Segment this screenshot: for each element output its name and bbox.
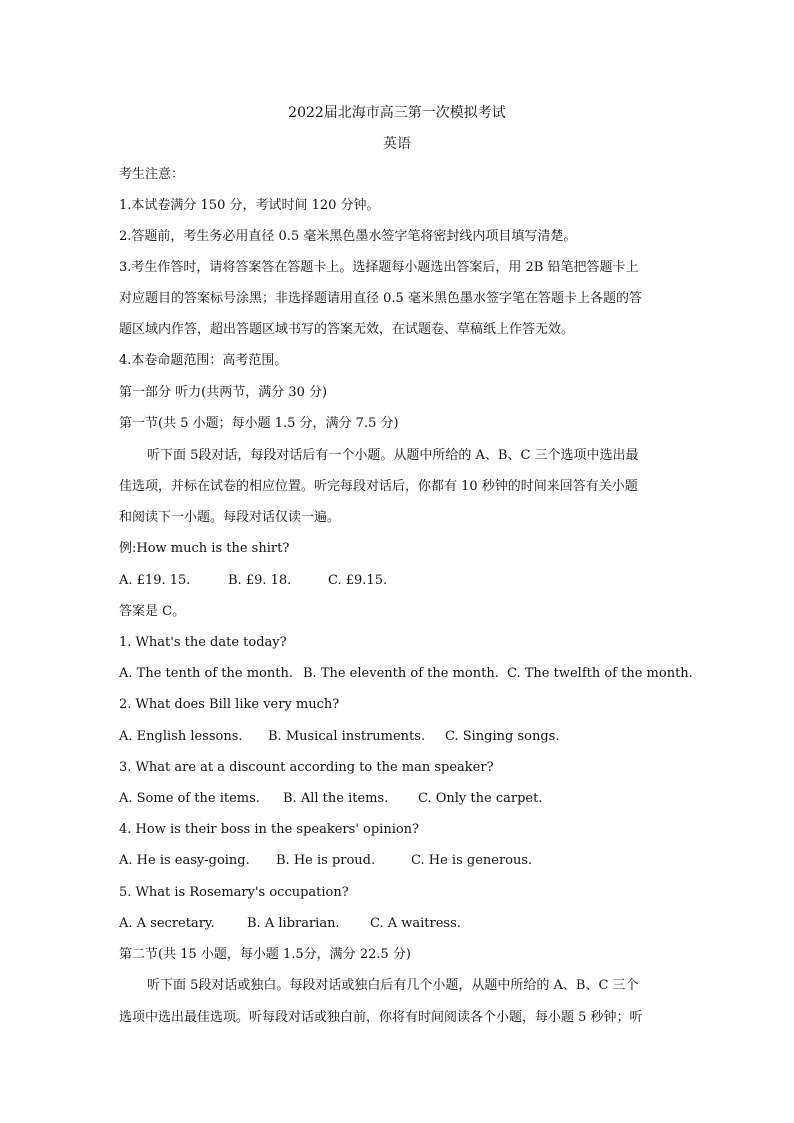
option-c: C. A waitress. <box>370 916 461 931</box>
subject-title: 英语 <box>383 136 411 152</box>
section2-heading: 第二节(共 15 小题，每小题 1.5分，满分 22.5 分) <box>119 947 411 962</box>
section1-instructions-line: 佳选项，并标在试卷的相应位置。听完每段对话后，你都有 10 秒钟的时间来回答有关小题 <box>119 479 638 494</box>
question-3: 3. What are at a discount according to the man speaker? <box>119 760 494 775</box>
option-b: B. Musical instruments. <box>268 729 426 744</box>
option-a: A. He is easy-going. <box>119 853 250 868</box>
question-3-options <box>119 790 679 808</box>
exam-title: 2022届北海市高三第一次模拟考试 <box>288 105 506 121</box>
notice-item: 1.本试卷满分 150 分，考试时间 120 分钟。 <box>119 198 380 213</box>
example-option-c: C. £9.15. <box>328 573 388 588</box>
option-b: B. A librarian. <box>247 916 340 931</box>
option-a: A. English lessons. <box>119 729 243 744</box>
option-c: C. Singing songs. <box>445 729 560 744</box>
option-b: B. The eleventh of the month. <box>303 666 499 681</box>
question-2-options <box>119 728 679 746</box>
section1-instructions-line: 听下面 5段对话，每段对话后有一个小题。从题中所给的 A、B、C 三个选项中选出最 <box>147 448 639 463</box>
notice-heading: 考生注意： <box>119 167 185 182</box>
question-4-options <box>119 852 679 870</box>
example-option-b: B. £9. 18. <box>228 573 292 588</box>
option-c: C. Only the carpet. <box>418 791 543 806</box>
option-a: A. Some of the items. <box>119 791 260 806</box>
notice-item: 3.考生作答时，请将答案答在答题卡上。选择题每小题选出答案后，用 2B 铅笔把答题卡上 <box>119 260 639 275</box>
section1-instructions-line: 和阅读下一小题。每段对话仅读一遍。 <box>119 510 341 525</box>
notice-item: 对应题目的答案标号涂黑；非选择题请用直径 0.5 毫米黑色墨水签字笔在答题卡上各题的答 <box>119 291 642 306</box>
example-answer: 答案是 C。 <box>119 604 186 619</box>
option-c: C. The twelfth of the month. <box>507 666 693 681</box>
question-1: 1. What's the date today? <box>119 635 287 650</box>
notice-item: 题区域内作答，超出答题区域书写的答案无效，在试题卷、草稿纸上作答无效。 <box>119 322 575 337</box>
notice-item: 2.答题前，考生务必用直径 0.5 毫米黑色墨水签字笔将密封线内项目填写清楚。 <box>119 229 577 244</box>
option-b: B. All the items. <box>283 791 389 806</box>
option-b: B. He is proud. <box>276 853 376 868</box>
example-question: 例:How much is the shirt? <box>119 541 290 556</box>
example-option-a: A. £19. 15. <box>119 573 191 588</box>
example-options <box>119 572 679 590</box>
question-1-options <box>119 665 693 683</box>
question-4: 4. How is their boss in the speakers' opinion? <box>119 822 420 837</box>
part1-heading: 第一部分 听力(共两节，满分 30 分) <box>119 385 328 400</box>
question-2: 2. What does Bill like very much? <box>119 697 340 712</box>
question-5: 5. What is Rosemary's occupation? <box>119 885 349 900</box>
section2-instructions-line: 选项中选出最佳选项。听每段对话或独白前，你将有时间阅读各个小题，每小题 5 秒钟；听 <box>119 1010 643 1025</box>
question-5-options <box>119 915 679 933</box>
section2-instructions-line: 听下面 5段对话或独白。每段对话或独白后有几个小题，从题中所给的 A、B、C 三个 <box>147 978 639 993</box>
option-a: A. The tenth of the month. <box>119 666 293 681</box>
option-a: A. A secretary. <box>119 916 215 931</box>
section1-heading: 第一节(共 5 小题；每小题 1.5 分，满分 7.5 分) <box>119 416 399 431</box>
notice-item: 4.本卷命题范围：高考范围。 <box>119 353 288 368</box>
option-c: C. He is generous. <box>411 853 533 868</box>
